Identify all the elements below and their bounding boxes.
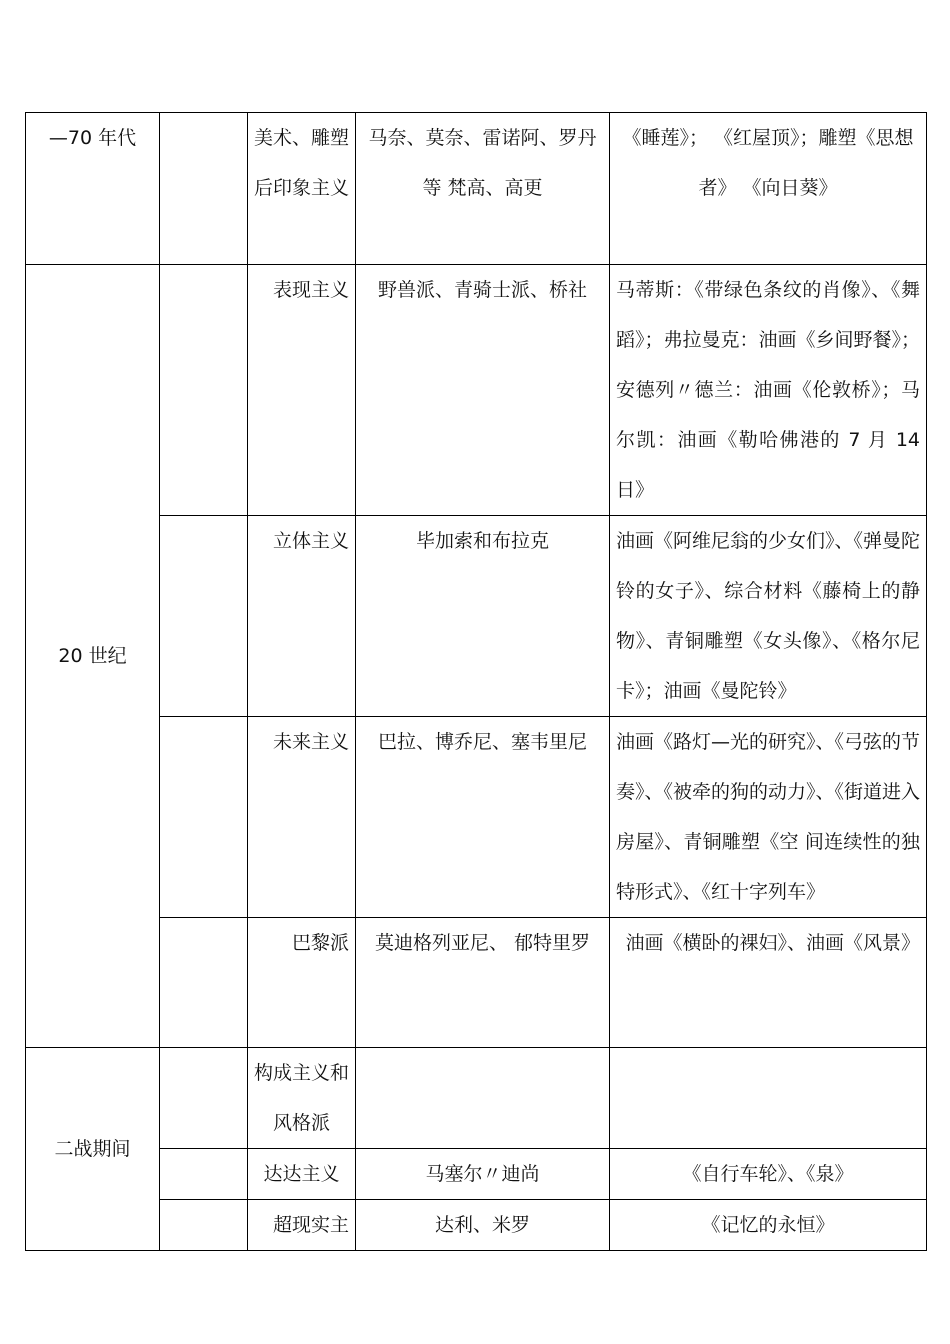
- empty-cell: [160, 717, 248, 918]
- table-row: [26, 717, 927, 918]
- artists-cell: 马塞尔〃迪尚: [356, 1149, 610, 1200]
- school-cell: 巴黎派: [248, 918, 356, 1048]
- table-row: [26, 265, 927, 516]
- empty-cell: [160, 1200, 248, 1251]
- school-cell: 美术、雕塑后印象主义: [248, 113, 356, 265]
- period-cell: 二战期间: [26, 1048, 160, 1251]
- artists-cell: [356, 1048, 610, 1149]
- period-cell: 20 世纪: [26, 265, 160, 1048]
- table-row: [26, 1048, 927, 1149]
- table-row: [26, 1149, 927, 1200]
- table-row: [26, 516, 927, 717]
- works-cell: 油画《阿维尼翁的少女们》、《弹曼陀铃的女子》、综合材料《藤椅上的静物》、青铜雕塑《女头像》、《格尔尼卡》；油画《曼陀铃》: [610, 516, 927, 717]
- table-row: [26, 113, 927, 265]
- works-cell: 油画《横卧的裸妇》、油画《风景》: [610, 918, 927, 1048]
- works-cell: 《睡莲》； 《红屋顶》；雕塑《思想者》 《向日葵》: [610, 113, 927, 265]
- empty-cell: [160, 265, 248, 516]
- school-cell: 达达主义: [248, 1149, 356, 1200]
- works-cell: 油画《路灯—光的研究》、《弓弦的节奏》、《被牵的狗的动力》、《街道进入房屋》、青铜雕塑《空 间连续性的独特形式》、《红十字列车》: [610, 717, 927, 918]
- school-cell: 超现实主: [248, 1200, 356, 1251]
- artists-cell: 马奈、莫奈、雷诺阿、罗丹等 梵高、高更: [356, 113, 610, 265]
- artists-cell: 巴拉、博乔尼、塞韦里尼: [356, 717, 610, 918]
- works-cell: 《自行车轮》、《泉》: [610, 1149, 927, 1200]
- artists-cell: 毕加索和布拉克: [356, 516, 610, 717]
- works-cell: 《记忆的永恒》: [610, 1200, 927, 1251]
- empty-cell: [160, 516, 248, 717]
- works-cell: 马蒂斯：《带绿色条纹的肖像》、《舞蹈》；弗拉曼克：油画《乡间野餐》；安德列〃德兰：油画《伦敦桥》；马尔凯：油画《勒哈佛港的 7 月 14 日》: [610, 265, 927, 516]
- art-history-table: [25, 112, 927, 1251]
- school-cell: 构成主义和风格派: [248, 1048, 356, 1149]
- empty-cell: [160, 1149, 248, 1200]
- school-cell: 未来主义: [248, 717, 356, 918]
- empty-cell: [160, 1048, 248, 1149]
- empty-cell: [160, 113, 248, 265]
- artists-cell: 达利、米罗: [356, 1200, 610, 1251]
- school-cell: 表现主义: [248, 265, 356, 516]
- artists-cell: 野兽派、青骑士派、桥社: [356, 265, 610, 516]
- period-cell: —70 年代: [26, 113, 160, 265]
- artists-cell: 莫迪格列亚尼、 郁特里罗: [356, 918, 610, 1048]
- works-cell: [610, 1048, 927, 1149]
- table-row: [26, 918, 927, 1048]
- school-cell: 立体主义: [248, 516, 356, 717]
- empty-cell: [160, 918, 248, 1048]
- table-row: [26, 1200, 927, 1251]
